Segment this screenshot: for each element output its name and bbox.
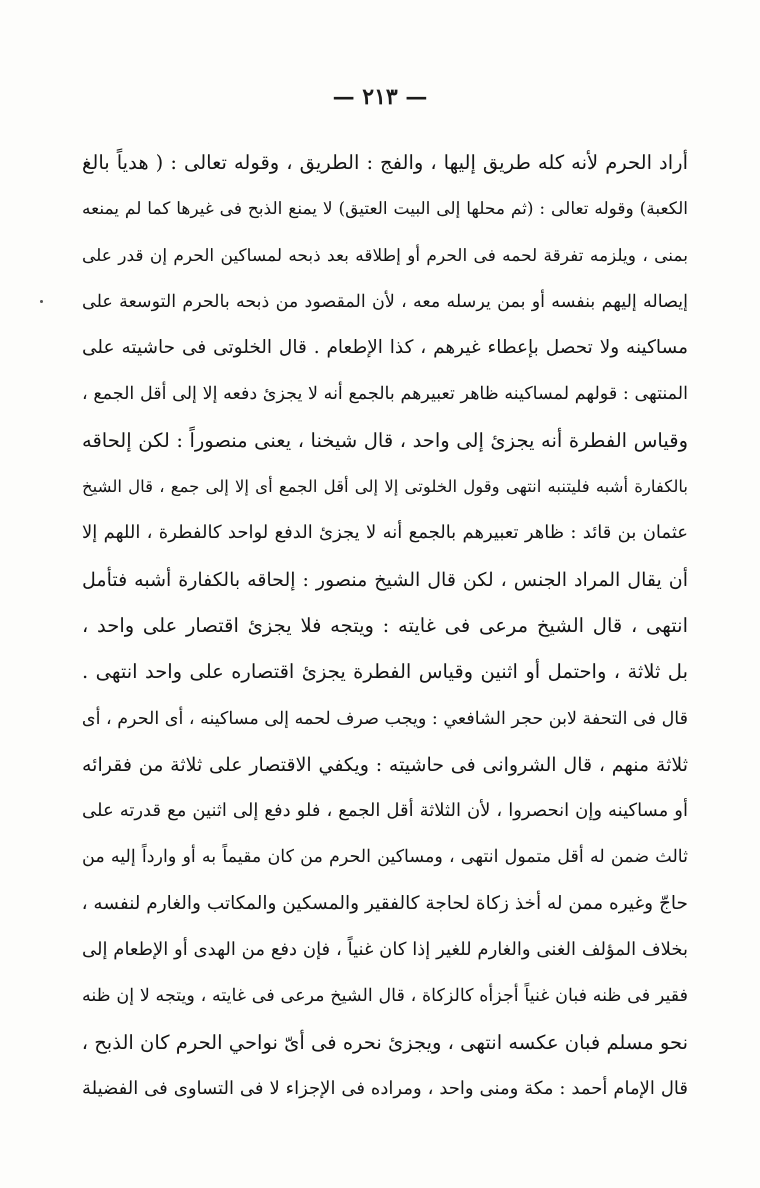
text-line: قال فى التحفة لابن حجر الشافعي : ويجب صرف لحمه إلى مساكينه ، أى الحرم ، أى: [82, 708, 688, 729]
scan-speck: [40, 300, 43, 303]
text-line: حاجّ وغيره ممن له أخذ زكاة لحاجة كالفقير والمسكين والمكاتب والغارم لنفسه ،: [82, 892, 688, 914]
text-line: أراد الحرم لأنه كله طريق إليها ، والفج : الطريق ، وقوله تعالى : ( هدياً بالغ: [82, 151, 688, 174]
text-line: أن يقال المراد الجنس ، لكن قال الشيخ منصور : إلحاقه بالكفارة أشبه فتأمل: [82, 568, 688, 591]
text-line: ثلاثة منهم ، قال الشروانى فى حاشيته : ويكفي الاقتصار على ثلاثة من فقرائه: [82, 753, 688, 776]
text-line: انتهى ، قال الشيخ مرعى فى غايته : ويتجه فلا يجزئ اقتصار على واحد ،: [82, 613, 688, 637]
text-line: مساكينه ولا تحصل بإعطاء غيرهم ، كذا الإطعام . قال الخلوتى فى حاشيته على: [82, 337, 688, 359]
text-line: قال الإمام أحمد : مكة ومنى واحد ، ومراده فى الإجزاء لا فى التساوى فى الفضيلة: [82, 1077, 688, 1099]
text-line: فقير فى ظنه فبان غنياً أجزأه كالزكاة ، قال الشيخ مرعى فى غايته ، ويتجه لا إن ظنه: [82, 986, 688, 1007]
text-line: ثالث ضمن له أقل متمول انتهى ، ومساكين الحرم من كان مقيماً به أو وارداً إليه من: [82, 847, 688, 868]
text-line: إيصاله إليهم بنفسه أو بمن يرسله معه ، لأن المقصود من ذبحه بالحرم التوسعة على: [82, 291, 688, 312]
text-line: المنتهى : قولهم لمساكينه ظاهر تعبيرهم بالجمع أنه لا يجزئ دفعه إلا إلى أقل الجمع ،: [82, 384, 688, 405]
text-line: بخلاف المؤلف الغنى والغارم للغير إذا كان غنياً ، فإن دفع من الهدى أو الإطعام إلى: [82, 939, 688, 961]
text-line: بمنى ، ويلزمه تفرقة لحمه فى الحرم أو إطلاقه بعد ذبحه لمساكين الحرم إن قدر على: [82, 245, 688, 266]
text-line: الكعبة) وقوله تعالى : (ثم محلها إلى البيت العتيق) لا يمنع الذبح فى غيرها كما لم يمنعه: [82, 199, 688, 220]
page-number: — ٢١٣ —: [332, 84, 428, 110]
body-text: [82, 140, 688, 1112]
text-line: نحو مسلم فبان عكسه انتهى ، ويجزئ نحره فى أىّ نواحي الحرم كان الذبح ،: [82, 1030, 688, 1054]
text-line: وقياس الفطرة أنه يجزئ إلى واحد ، قال شيخنا ، يعنى منصوراً : لكن إلحاقه: [82, 428, 688, 452]
text-line: بالكفارة أشبه فليتنبه انتهى وقول الخلوتى إلا إلى أقل الجمع أى إلا إلى جمع ، قال الشيخ: [82, 477, 688, 497]
text-line: عثمان بن قائد : ظاهر تعبيرهم بالجمع أنه لا يجزئ الدفع لواحد كالفطرة ، اللهم إلا: [82, 522, 688, 544]
text-line: أو مساكينه وإن انحصروا ، لأن الثلاثة أقل الجمع ، فلو دفع إلى اثنين مع قدرته على: [82, 800, 688, 822]
text-line: بل ثلاثة ، واحتمل أو اثنين وقياس الفطرة يجزئ اقتصاره على واحد انتهى .: [82, 660, 688, 684]
